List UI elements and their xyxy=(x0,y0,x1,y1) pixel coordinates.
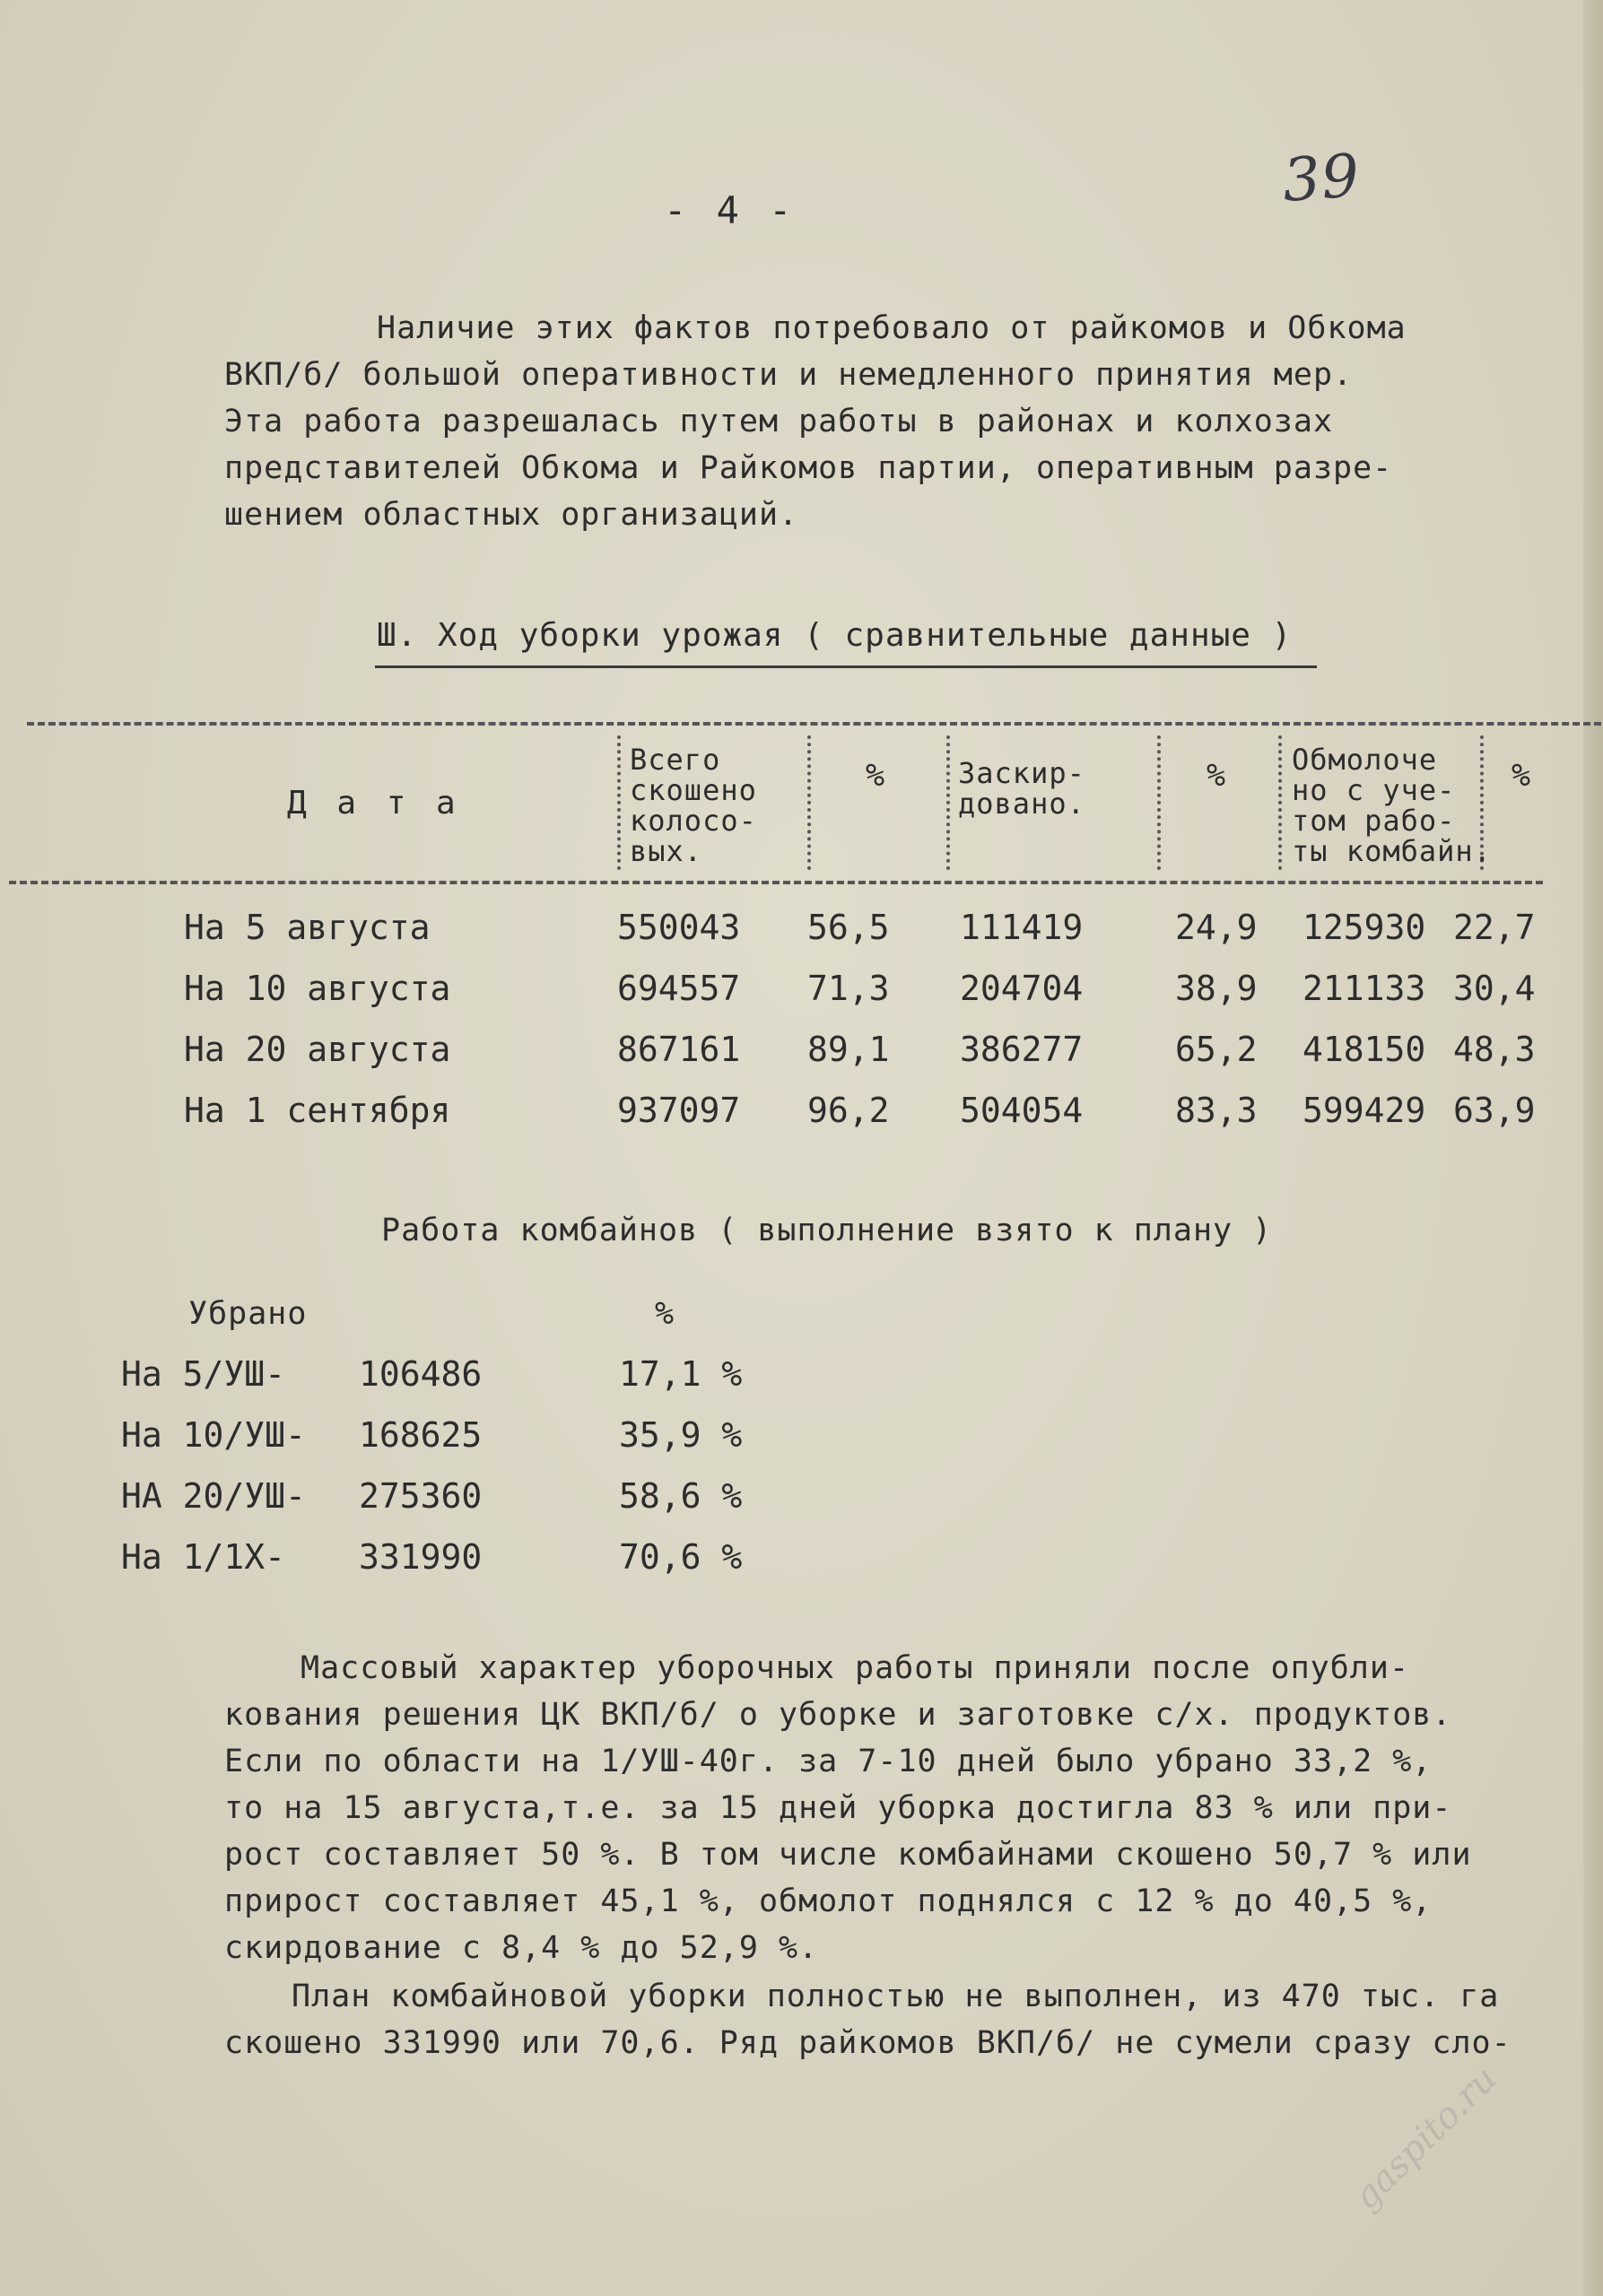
header-line: Обмолоче xyxy=(1292,743,1438,777)
cell-pct: 48,3 xyxy=(1453,1030,1536,1069)
paragraph-line: то на 15 августа,т.е. за 15 дней уборка достигла 83 % или при- xyxy=(224,1790,1452,1826)
paragraph-line: шением областных организаций. xyxy=(224,497,799,533)
table-top-rule xyxy=(27,722,1601,726)
watermark: gaspito.ru xyxy=(1346,2057,1505,2218)
cell-pct: 30,4 xyxy=(1453,969,1536,1008)
header-stacked xyxy=(958,758,1085,819)
combines-pct: 70,6 % xyxy=(619,1537,743,1577)
header-line: но с уче- xyxy=(1292,773,1456,807)
paragraph-line: ВКП/б/ большой оперативности и немедленного принятия мер. xyxy=(224,357,1354,393)
cell-stacked: 386277 xyxy=(960,1030,1084,1069)
cell-pct: 65,2 xyxy=(1175,1030,1258,1069)
header-line: скошено xyxy=(630,773,757,807)
header-line: вых. xyxy=(630,834,703,868)
header-pct-1: % xyxy=(866,758,886,794)
header-line: том рабо- xyxy=(1292,804,1456,838)
cell-stacked: 204704 xyxy=(960,969,1084,1008)
page-number: - 4 - xyxy=(664,188,796,232)
combines-value: 168625 xyxy=(359,1415,483,1455)
combines-header-pct: % xyxy=(655,1296,675,1332)
intro-paragraph xyxy=(224,305,1407,538)
header-date: Д а т а xyxy=(287,785,461,822)
section-heading: Ш. Ход уборки урожая ( сравнительные данные ) xyxy=(377,617,1293,654)
combines-value: 331990 xyxy=(359,1537,483,1577)
cell-total: 694557 xyxy=(617,969,741,1008)
paragraph-line: План комбайновой уборки полностью не выполнен, из 470 тыс. га xyxy=(292,1979,1500,2014)
paragraph-line: представителей Обкома и Райкомов партии, оперативным разре- xyxy=(224,450,1393,486)
combines-value: 275360 xyxy=(359,1476,483,1516)
cell-pct: 83,3 xyxy=(1175,1091,1258,1130)
paragraph-line: скошено 331990 или 70,6. Ряд райкомов ВКП/б/ не сумели сразу сло- xyxy=(224,2025,1512,2061)
column-divider xyxy=(946,735,950,870)
header-pct-3: % xyxy=(1512,758,1532,794)
plan-paragraph xyxy=(224,1973,1512,2066)
column-divider xyxy=(807,735,811,870)
cell-pct: 89,1 xyxy=(807,1030,890,1069)
column-divider xyxy=(1278,735,1282,870)
header-line: довано. xyxy=(958,787,1085,821)
header-total-mown xyxy=(630,744,757,866)
cell-total: 937097 xyxy=(617,1091,741,1130)
cell-threshed: 211133 xyxy=(1302,969,1426,1008)
cell-total: 550043 xyxy=(617,908,741,947)
cell-pct: 71,3 xyxy=(807,969,890,1008)
heading-underline xyxy=(375,665,1317,668)
header-pct-2: % xyxy=(1207,758,1227,794)
cell-pct: 24,9 xyxy=(1175,908,1258,947)
cell-stacked: 111419 xyxy=(960,908,1084,947)
combines-date: На 1/1Х- xyxy=(121,1537,286,1577)
cell-date: На 1 сентября xyxy=(184,1091,451,1130)
combines-header-harvested: Убрано xyxy=(188,1296,308,1332)
page-edge xyxy=(1583,0,1603,2296)
cell-date: На 5 августа xyxy=(184,908,431,947)
cell-pct: 63,9 xyxy=(1453,1091,1536,1130)
combines-pct: 17,1 % xyxy=(619,1354,743,1394)
column-divider xyxy=(617,735,621,870)
combines-date: На 5/УШ- xyxy=(121,1354,286,1394)
cell-total: 867161 xyxy=(617,1030,741,1069)
cell-threshed: 418150 xyxy=(1302,1030,1426,1069)
combines-value: 106486 xyxy=(359,1354,483,1394)
cell-pct: 96,2 xyxy=(807,1091,890,1130)
column-divider xyxy=(1157,735,1161,870)
mass-harvest-paragraph xyxy=(224,1645,1472,1971)
combines-date: НА 20/УШ- xyxy=(121,1476,306,1516)
header-line: ты комбайн. xyxy=(1292,834,1492,868)
paragraph-line: Массовый характер уборочных работы приняли после опубли- xyxy=(301,1650,1410,1686)
combines-pct: 35,9 % xyxy=(619,1415,743,1455)
header-line: колосо- xyxy=(630,804,757,838)
paragraph-line: прирост составляет 45,1 %, обмолот поднялся с 12 % до 40,5 %, xyxy=(224,1883,1433,1919)
header-line: Заскир- xyxy=(958,756,1085,790)
cell-stacked: 504054 xyxy=(960,1091,1084,1130)
paragraph-line: кования решения ЦК ВКП/б/ о уборке и заготовке с/х. продуктов. xyxy=(224,1697,1452,1733)
combines-title: Работа комбайнов ( выполнение взято к плану ) xyxy=(381,1213,1273,1248)
cell-date: На 20 августа xyxy=(184,1030,451,1069)
cell-date: На 10 августа xyxy=(184,969,451,1008)
paragraph-line: рост составляет 50 %. В том числе комбайнами скошено 50,7 % или xyxy=(224,1837,1472,1873)
cell-threshed: 599429 xyxy=(1302,1091,1426,1130)
cell-threshed: 125930 xyxy=(1302,908,1426,947)
archive-page-number: 39 xyxy=(1280,141,1363,215)
cell-pct: 56,5 xyxy=(807,908,890,947)
header-threshed xyxy=(1292,744,1492,866)
combines-date: На 10/УШ- xyxy=(121,1415,306,1455)
paragraph-line: Если по области на 1/УШ-40г. за 7-10 дней было убрано 33,2 %, xyxy=(224,1744,1433,1779)
combines-pct: 58,6 % xyxy=(619,1476,743,1516)
paragraph-line: Эта работа разрешалась путем работы в районах и колхозах xyxy=(224,404,1334,439)
header-line: Всего xyxy=(630,743,721,777)
table-header-rule xyxy=(9,881,1543,884)
paragraph-line: скирдование с 8,4 % до 52,9 %. xyxy=(224,1930,819,1966)
cell-pct: 38,9 xyxy=(1175,969,1258,1008)
paragraph-line: Наличие этих фактов потребовало от райкомов и Обкома xyxy=(377,310,1407,346)
cell-pct: 22,7 xyxy=(1453,908,1536,947)
